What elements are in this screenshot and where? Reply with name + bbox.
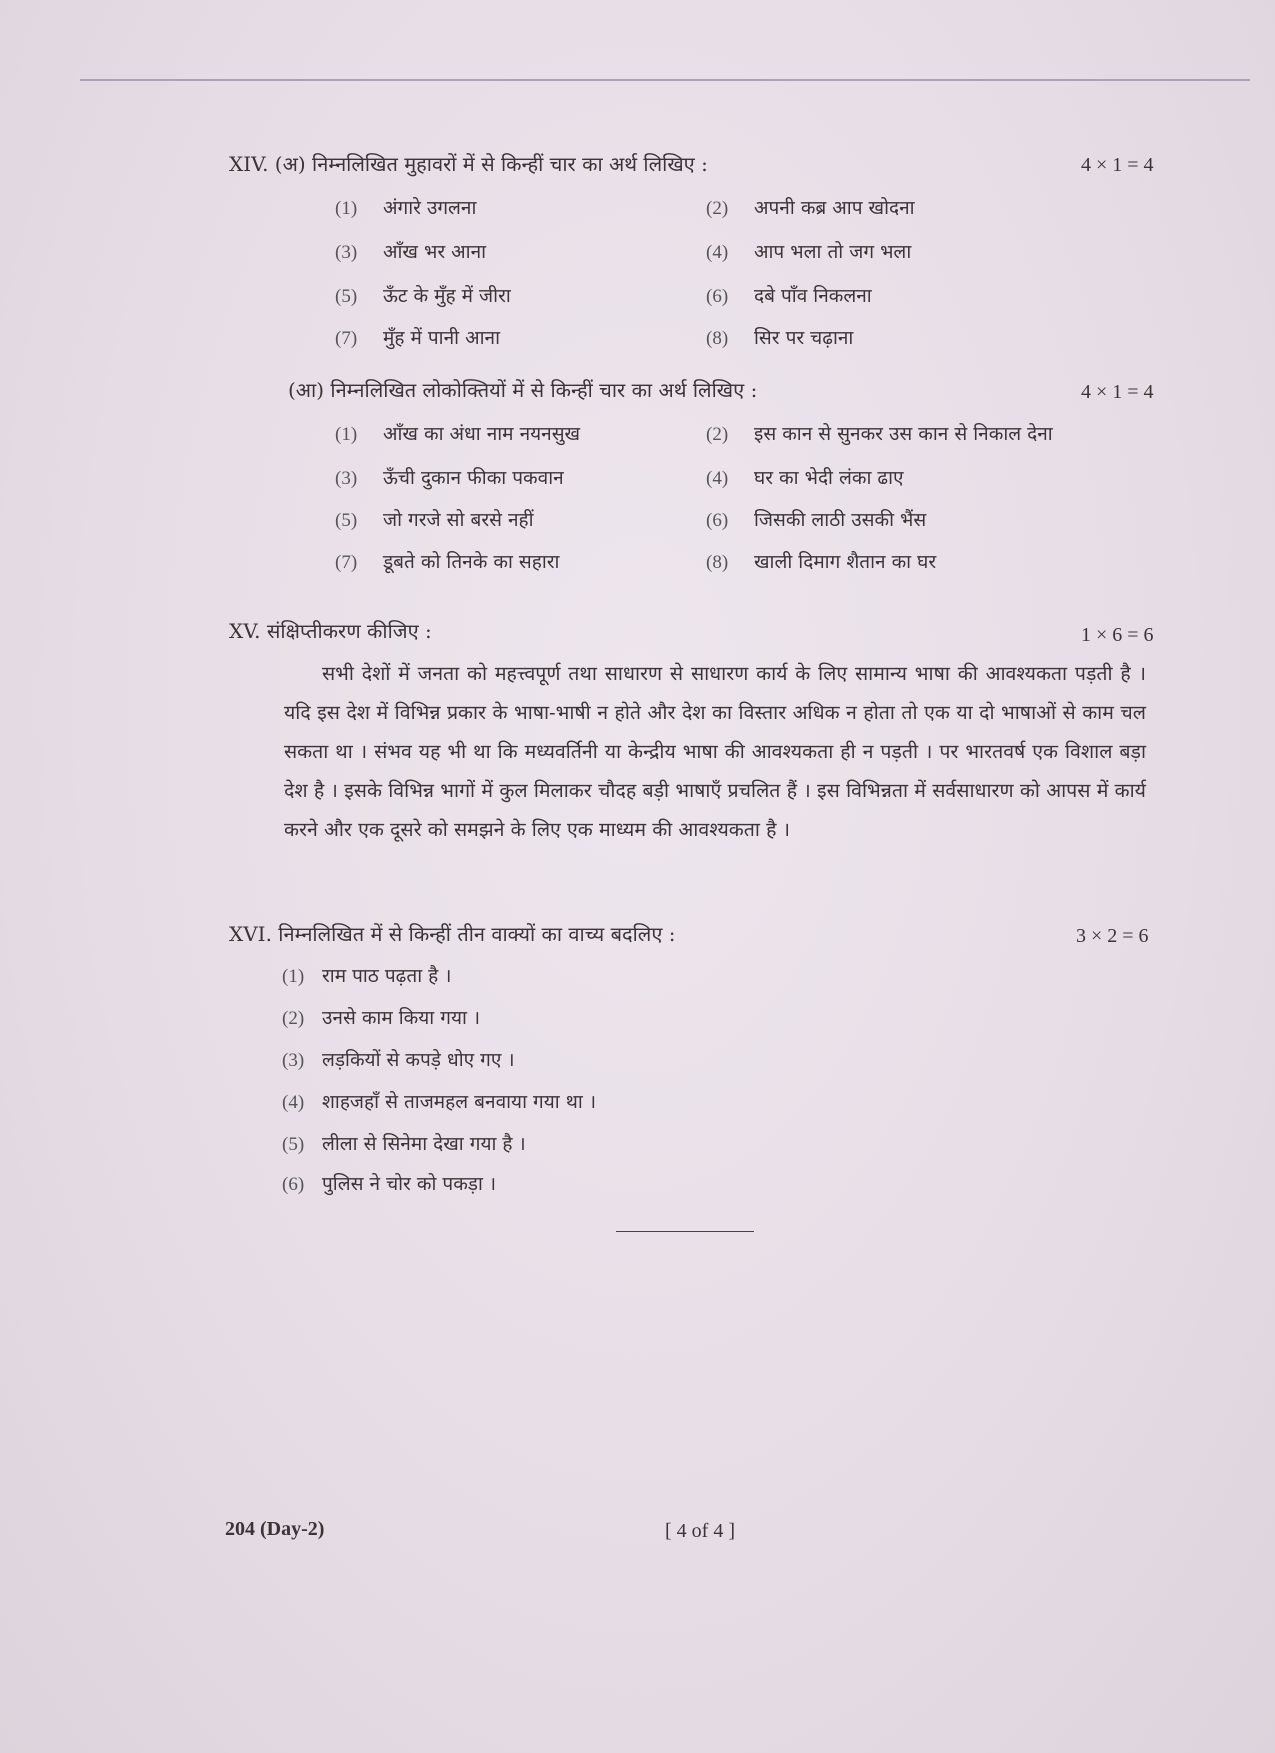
list-item: (7) डूबते को तिनके का सहारा <box>335 551 560 573</box>
list-item: (3) लड़कियों से कपड़े धोए गए । <box>282 1049 515 1071</box>
q14b-header: (आ) निम्नलिखित लोकोक्तियों में से किन्हीं चार का अर्थ लिखिए : <box>288 378 758 402</box>
paper-code: 204 (Day-2) <box>225 1518 325 1540</box>
q14b-marks: 4 × 1 = 4 <box>1081 381 1154 403</box>
page-number: [ 4 of 4 ] <box>665 1520 735 1542</box>
list-item: (2) अपनी कब्र आप खोदना <box>706 197 915 219</box>
list-item: (5) ऊँट के मुँह में जीरा <box>335 285 511 307</box>
list-item: (4) घर का भेदी लंका ढाए <box>706 467 904 489</box>
list-item: (6) दबे पाँव निकलना <box>706 285 872 307</box>
list-item: (1) आँख का अंधा नाम नयनसुख <box>335 423 581 445</box>
q14a-marks: 4 × 1 = 4 <box>1081 154 1154 176</box>
list-item: (7) मुँह में पानी आना <box>335 327 500 349</box>
end-rule <box>616 1231 754 1232</box>
list-item: (4) आप भला तो जग भला <box>706 241 912 263</box>
list-item: (3) ऊँची दुकान फीका पकवान <box>335 467 564 489</box>
list-item: (8) खाली दिमाग शैतान का घर <box>706 551 937 573</box>
list-item: (6) पुलिस ने चोर को पकड़ा । <box>282 1173 497 1195</box>
list-item: (3) आँख भर आना <box>335 241 487 263</box>
q15-header: XV. संक्षिप्तीकरण कीजिए : <box>229 619 432 643</box>
list-item: (5) लीला से सिनेमा देखा गया है । <box>282 1133 526 1155</box>
q15-passage: सभी देशों में जनता को महत्त्वपूर्ण तथा साधारण से साधारण कार्य के लिए सामान्य भाषा की आवश्यकता पड़ती है । यदि इस देश में विभिन्न प्रकार के भाषा-भाषी न होते और देश का विस्तार अधिक न होता तो एक या दो भाषाओं से काम चल सकता था । संभव यह भी था कि मध्यवर्तिनी या केन्द्रीय भाषा की आवश्यकता ही न पड़ती । पर भारतवर्ष एक विशाल बड़ा देश है । इसके विभिन्न भागों में कुल मिलाकर चौदह बड़ी भाषाएँ प्रचलित हैं । इस विभिन्नता में सर्वसाधारण को आपस में कार्य करने और एक दूसरे को समझने के लिए एक माध्यम की आवश्यकता है । <box>284 662 1146 841</box>
list-item: (2) उनसे काम किया गया । <box>282 1007 481 1029</box>
q16-header: XVI. निम्नलिखित में से किन्हीं तीन वाक्यों का वाच्य बदलिए : <box>229 922 676 946</box>
top-rule <box>80 79 1250 81</box>
list-item: (8) सिर पर चढ़ाना <box>706 327 854 349</box>
list-item: (4) शाहजहाँ से ताजमहल बनवाया गया था । <box>282 1091 597 1113</box>
q14a-header: XIV. (अ) निम्नलिखित मुहावरों में से किन्हीं चार का अर्थ लिखिए : <box>229 152 708 176</box>
list-item: (1) राम पाठ पढ़ता है । <box>282 965 452 987</box>
q15-marks: 1 × 6 = 6 <box>1081 624 1154 646</box>
list-item: (5) जो गरजे सो बरसे नहीं <box>335 509 534 531</box>
list-item: (1) अंगारे उगलना <box>335 197 477 219</box>
list-item: (6) जिसकी लाठी उसकी भैंस <box>706 509 927 531</box>
q16-marks: 3 × 2 = 6 <box>1076 925 1149 947</box>
list-item: (2) इस कान से सुनकर उस कान से निकाल देना <box>706 423 1053 445</box>
